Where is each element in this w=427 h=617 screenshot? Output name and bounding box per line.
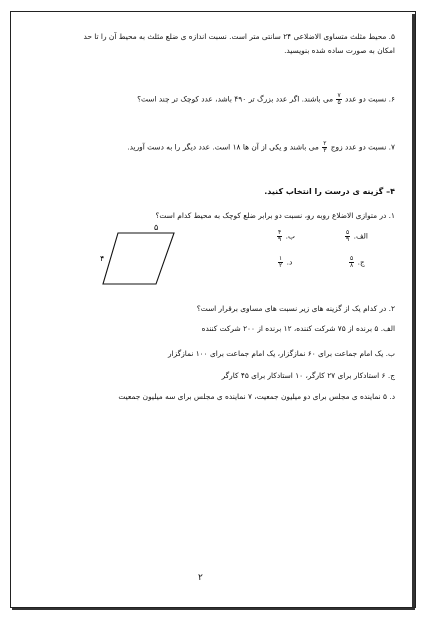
question-6-text-start: ۶. نسبت دو عدد — [345, 94, 395, 104]
option-label: ب. — [285, 231, 295, 241]
fraction-numerator: ۴ — [278, 229, 282, 236]
mc-1-option-b[interactable] — [276, 230, 295, 243]
mc-2-option-a[interactable]: الف. ۵ برنده از ۷۵ شرکت کننده، ۱۲ برنده از ۲۰۰ شرکت کننده — [201, 324, 395, 333]
mc-1-question: ۱. در متوازی الاضلاع روبه رو، نسبت دو برابر ضلع کوچک به محیط کدام است؟ — [155, 211, 395, 220]
fraction-denominator: ۸ — [350, 262, 354, 269]
fraction-numerator: ۷ — [337, 92, 341, 99]
question-7-fraction — [322, 141, 327, 154]
option-fraction — [278, 256, 283, 269]
option-label: د. — [286, 257, 293, 267]
fraction-numerator: ۵ — [350, 255, 354, 262]
fraction-numerator: ۲ — [323, 140, 327, 147]
side-label-left: ۴ — [100, 254, 105, 263]
question-5-line-2: امکان به صورت ساده شده بنویسید. — [284, 46, 395, 55]
page-number: ۲ — [198, 573, 203, 583]
fraction-denominator: ۹ — [278, 236, 282, 243]
section-4-heading: ۴– گزینه ی درست را انتخاب کنید. — [264, 187, 395, 196]
side-label-top: ۵ — [154, 223, 159, 232]
fraction-denominator: ۲ — [279, 262, 283, 269]
mc-2-option-c[interactable]: ج. ۶ استادکار برای ۲۷ کارگر، ۱۰ استادکار برای ۴۵ کارگر — [221, 371, 395, 380]
question-6-fraction — [336, 93, 341, 106]
mc-2-option-b[interactable]: ب. یک امام جماعت برای ۶۰ نمازگزار، یک امام جماعت برای ۱۰۰ نمازگزار — [167, 349, 395, 358]
mc-2-question: ۲. در کدام یک از گزینه های زیر نسبت های مساوی برقرار است؟ — [196, 304, 395, 313]
parallelogram-diagram — [96, 221, 176, 289]
question-6-text-end: می باشند. اگر عدد بزرگ تر ۴۹۰ باشد، عدد کوچک تر چند است؟ — [137, 94, 334, 104]
question-7 — [127, 141, 395, 154]
option-fraction — [345, 230, 350, 243]
question-5-line-1: ۵. محیط مثلث متساوی الاضلاعی ۲۴ سانتی متر است. نسبت اندازه ی ضلع مثلث به محیط آن را تا حد — [83, 32, 395, 41]
fraction-denominator: ۳ — [323, 147, 327, 154]
fraction-numerator: ۵ — [346, 229, 350, 236]
mc-1-option-c[interactable] — [348, 256, 365, 269]
question-7-text-end: می باشند و یکی از آن ها ۱۸ است. عدد دیگر را به دست آورید. — [127, 142, 319, 152]
option-label: الف. — [353, 231, 368, 241]
parallelogram-shape — [103, 233, 174, 284]
option-label: ج. — [357, 257, 365, 267]
option-fraction — [277, 230, 282, 243]
mc-1-option-d[interactable] — [277, 256, 292, 269]
fraction-numerator: ۱ — [279, 255, 283, 262]
question-6 — [137, 93, 395, 106]
mc-1-option-a[interactable] — [344, 230, 368, 243]
question-7-text-start: ۷. نسبت دو عدد زوج — [330, 142, 395, 152]
fraction-denominator: ۵ — [337, 99, 341, 106]
mc-2-option-d[interactable]: د. ۵ نماینده ی مجلس برای دو میلیون جمعیت، ۷ نماینده ی مجلس برای سه میلیون جمعیت — [118, 392, 395, 401]
fraction-denominator: ۹ — [346, 236, 350, 243]
option-fraction — [349, 256, 354, 269]
